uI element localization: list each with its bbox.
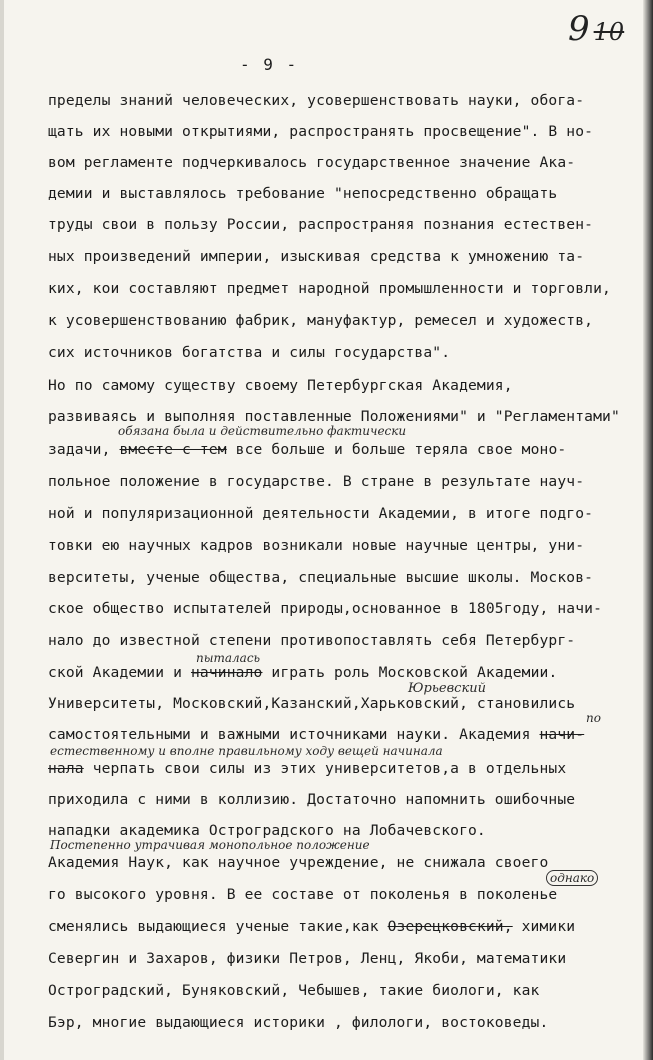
text-line: ких, кои составляют предмет народной промышленности и торговли, xyxy=(48,280,611,297)
handwritten-insert: естественному и вполне правильному ходу вещей начинала xyxy=(50,744,443,758)
struck-text: нала xyxy=(48,760,84,777)
text-line: Севергин и Захаров, физики Петров, Ленц, Якоби, математики xyxy=(48,950,567,967)
handwritten-insert: обязана была и действительно фактически xyxy=(118,424,407,438)
scan-edge-left xyxy=(0,0,4,1060)
text-line: Университеты, Московский,Казанский,Харьковский, становились xyxy=(48,695,576,712)
text-line: сменялись выдающиеся ученые такие,как Озерецковский, химики xyxy=(48,918,576,935)
text-line: нала черпать свои силы из этих университетов,а в отдельных xyxy=(48,760,567,777)
struck-text: начинало xyxy=(190,664,263,681)
text-line: демии и выставлялось требование "непосредственно обращать xyxy=(48,185,558,202)
text-line: пределы знаний человеческих, усовершенствовать науки, обога- xyxy=(48,92,585,109)
text-line: го высокого уровня. В ее составе от поколенья в поколенье xyxy=(48,886,558,903)
handwritten-insert: однако xyxy=(546,870,598,886)
text-line: Бэр, многие выдающиеся историки , филологи, востоковеды. xyxy=(48,1014,549,1031)
struck-text: Озерецковский, xyxy=(387,918,513,935)
text-line: приходила с ними в коллизию. Достаточно напомнить ошибочные xyxy=(48,791,576,808)
text-line: Остроградский, Буняковский, Чебышев, такие биологи, как xyxy=(48,982,540,999)
text-line: вом регламенте подчеркивалось государственное значение Ака- xyxy=(48,154,576,171)
text-line: Академия Наук, как научное учреждение, не снижала своего xyxy=(48,854,549,871)
handwritten-insert: Юрьевский xyxy=(408,681,486,696)
text-line: к усовершенствованию фабрик, мануфактур, ремесел и художеств, xyxy=(48,312,594,329)
text-line: польное положение в государстве. В стране в результате науч- xyxy=(48,473,585,490)
text-line: ных произведений империи, изыскивая средства к умножению та- xyxy=(48,248,585,265)
text-line: верситеты, ученые общества, специальные высшие школы. Москов- xyxy=(48,569,594,586)
page-number-crossed: 10 xyxy=(593,18,625,46)
text-line: самостоятельными и важными источниками науки. Академия начи- xyxy=(48,726,585,743)
text-line: задачи, вместе с тем все больше и больше теряла свое моно- xyxy=(48,441,567,458)
text-line: ской Академии и начинало играть роль Московской Академии. xyxy=(48,664,558,681)
handwritten-insert: Постепенно утрачивая монопольное положение xyxy=(50,838,370,852)
typed-page-number: - 9 - xyxy=(240,55,299,74)
page-number-current: 9 xyxy=(568,9,590,49)
text-line: Но по самому существу своему Петербургская Академия, xyxy=(48,377,513,394)
struck-text: вместе с тем xyxy=(119,441,227,458)
text-line: труды свои в пользу России, распространяя познания естествен- xyxy=(48,216,594,233)
text-line: сих источников богатства и силы государства". xyxy=(48,344,451,361)
text-line: ское общество испытателей природы,основанное в 1805году, начи- xyxy=(48,600,603,617)
text-line: развиваясь и выполняя поставленные Положениями" и "Регламентами" xyxy=(48,408,620,425)
text-line: ной и популяризационной деятельности Академии, в итоге подго- xyxy=(48,505,594,522)
scan-edge-right xyxy=(643,0,653,1060)
text-line: товки ею научных кадров возникали новые научные центры, уни- xyxy=(48,537,585,554)
text-line: щать их новыми открытиями, распространять просвещение". В но- xyxy=(48,123,594,140)
handwritten-page-number xyxy=(568,9,625,49)
text-line: нало до известной степени противопоставлять себя Петербург- xyxy=(48,632,576,649)
text-line: нападки академика Остроградского на Лобачевского. xyxy=(48,822,486,839)
handwritten-insert: пыталась xyxy=(196,651,261,665)
handwritten-insert: по xyxy=(586,711,601,725)
struck-text: начи- xyxy=(539,726,585,743)
